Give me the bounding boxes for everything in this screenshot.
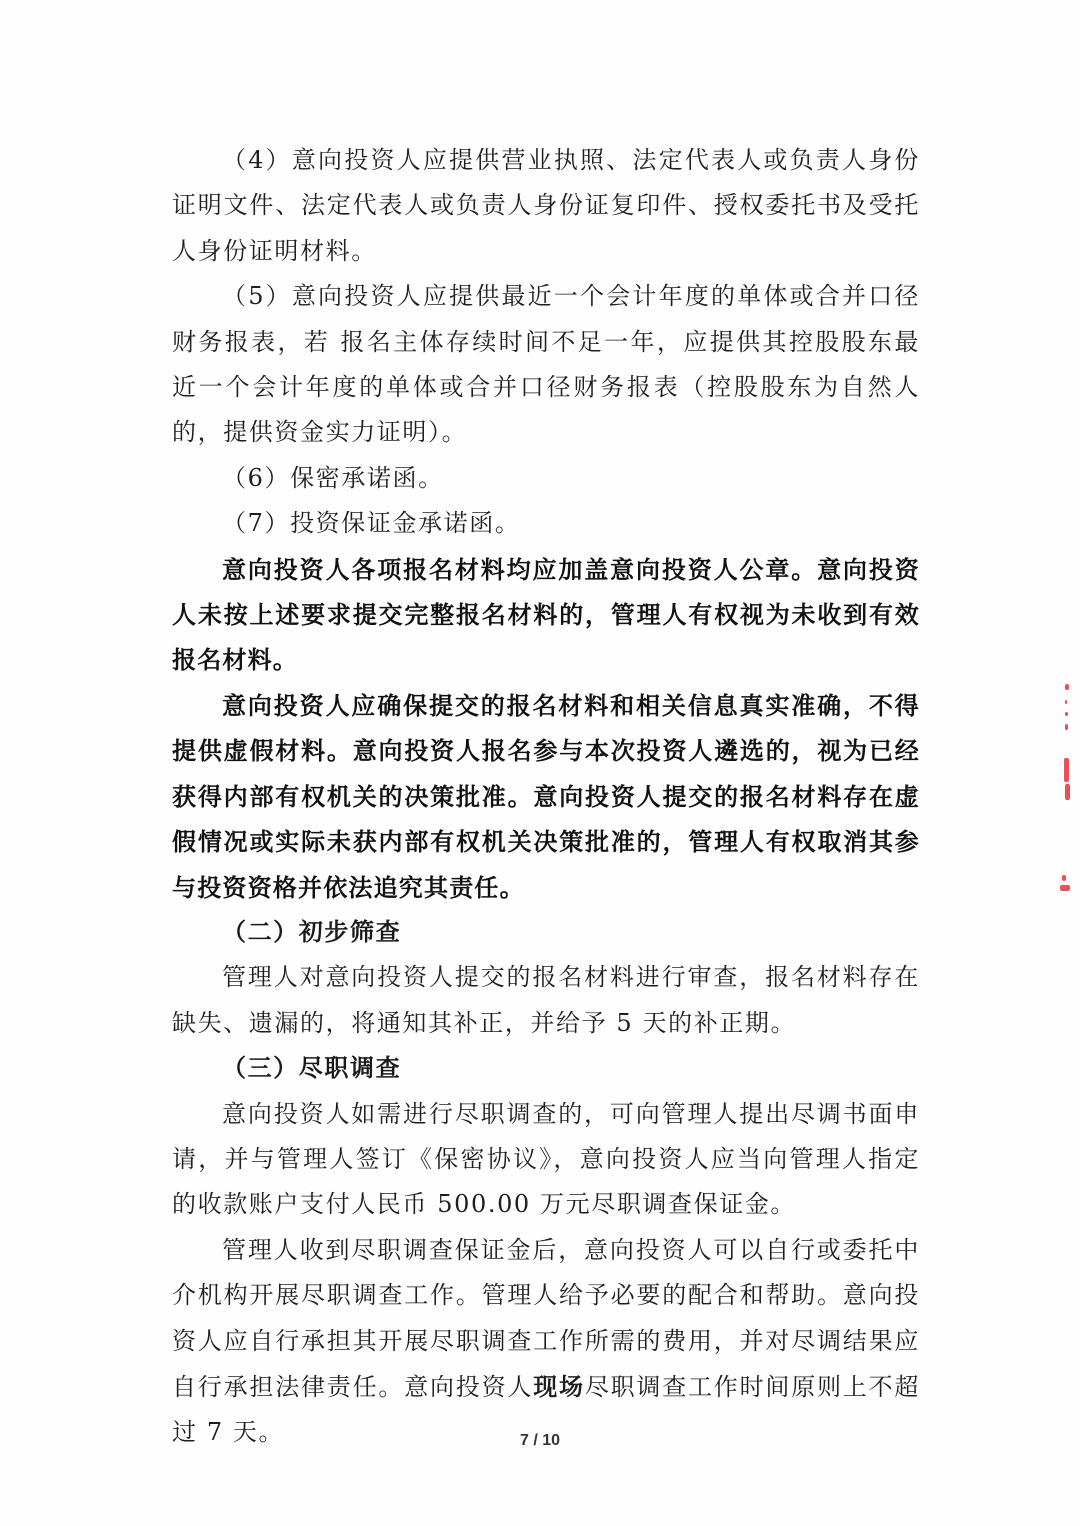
due-diligence-work-paragraph xyxy=(172,1228,920,1456)
due-diligence-text-part-b: 尽职调查工作时间原则上不超过 7 天。 xyxy=(172,1372,921,1447)
onsite-emphasis: 现场 xyxy=(533,1371,585,1401)
page-number: 7 / 10 xyxy=(519,1432,561,1449)
seal-requirement-paragraph: 意向投资人各项报名材料均应加盖意向投资人公章。意向投资人未按上述要求提交完整报名材料的，管理人有权视为未收到有效报名材料。 xyxy=(172,554,920,675)
due-diligence-application-paragraph: 意向投资人如需进行尽职调查的，可向管理人提出尽调书面申请，并与管理人签订《保密协议》，意向投资人应当向管理人指定的收款账户支付人民币 500.00 万元尽职调查保证金。 xyxy=(172,1099,920,1219)
section-heading-preliminary-screening: （二）初步筛查 xyxy=(222,917,402,946)
list-item-5: （5）意向投资人应提供最近一个会计年度的单体或合并口径财务报表，若 报名主体存续时间不足一年，应提供其控股股东最近一个会计年度的单体或合并口径财务报表（控股股东为自然人的，提供资金实力证明）。 xyxy=(172,282,920,447)
authenticity-requirement-paragraph: 意向投资人应确保提交的报名材料和相关信息真实准确，不得提供虚假材料。意向投资人报名参与本次投资人遴选的，视为已经获得内部有权机关的决策批准。意向投资人提交的报名材料存在虚假情况或实际未获内部有权机关决策批准的，管理人有权取消其参与投资资格并依法追究其责任。 xyxy=(172,690,920,902)
screening-paragraph: 管理人对意向投资人提交的报名材料进行审查，报名材料存在缺失、遗漏的，将通知其补正，并给予 5 天的补正期。 xyxy=(172,963,920,1037)
document-body xyxy=(172,138,920,1456)
list-item-7: （7）投资保证金承诺函。 xyxy=(222,509,521,538)
due-diligence-text-part-a: 管理人收到尽职调查保证金后，意向投资人可以自行或委托中介机构开展尽职调查工作。管理人给予必要的配合和帮助。意向投资人应自行承担其开展尽职调查工作所需的费用，并对尽调结果应自行承担法律责任。意向投资人 xyxy=(172,1235,920,1401)
list-item-4: （4）意向投资人应提供营业执照、法定代表人或负责人身份证明文件、法定代表人或负责人身份证复印件、授权委托书及受托人身份证明材料。 xyxy=(172,146,920,265)
list-item-6: （6）保密承诺函。 xyxy=(222,463,444,492)
section-heading-due-diligence: （三）尽职调查 xyxy=(222,1054,402,1083)
